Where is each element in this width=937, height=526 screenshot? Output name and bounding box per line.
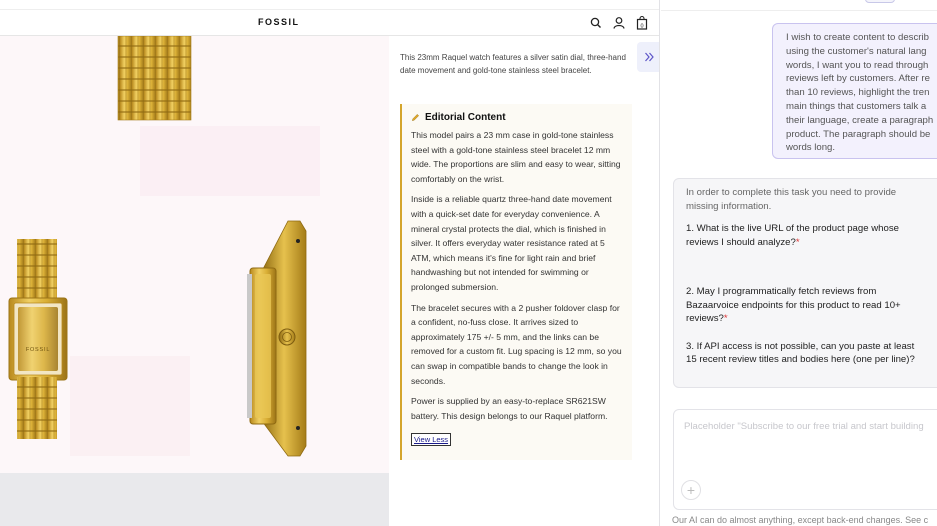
chat-top-bar	[661, 0, 937, 11]
required-marker: *	[723, 313, 728, 324]
search-icon[interactable]	[588, 15, 604, 31]
shopping-bag-icon[interactable]	[634, 15, 650, 31]
message-composer[interactable]	[673, 409, 937, 510]
assistant-question: 2. May I programmatically fetch reviews from Bazaarvoice endpoints for this product to read 10+ reviews?*	[686, 286, 901, 324]
editorial-paragraph: Inside is a reliable quartz three-hand date movement with a quick-set date for everyday convenience. A mineral crystal protects the dial, which is finished in silver. It offers everyday water resistance rated at 5 ATM, which means it's fine for light rain and brief handwashing but not intended for swimming or prolonged submersion.	[411, 194, 612, 292]
assistant-question: 3. If API access is not possible, can you paste at least 15 recent review titles and bodies here (one per line)?	[686, 340, 915, 365]
editorial-paragraph: The bracelet secures with a 2 pusher foldover clasp for a confident, no-fuss close. It arrives sized to approximately 175 +/- 5 mm, and the links can be removed for a custom fit. Lug spacing is 12 mm, so you can swap in compatible bands to change the look in seconds.	[411, 302, 622, 386]
watch-back-view	[9, 239, 67, 439]
chat-footnote: Our AI can do almost anything, except back-end changes. See c	[672, 515, 929, 525]
fossil-logo[interactable]: FOSSIL	[258, 17, 300, 27]
store-header	[0, 11, 660, 36]
editorial-content-panel	[400, 104, 632, 460]
bracelet-closeup	[118, 36, 191, 120]
plus-icon: +	[686, 482, 696, 498]
browser-top-strip	[0, 0, 660, 10]
watch-images	[0, 36, 389, 473]
editorial-paragraph: Power is supplied by an easy-to-replace SR621SW battery. This design belongs to our Raquel platform.	[411, 396, 608, 421]
assistant-intro-text: In order to complete this task you need to provide missing information.	[686, 187, 897, 212]
composer-input[interactable]: Placeholder "Subscribe to our free trial and start building	[684, 421, 924, 432]
pencil-icon	[411, 113, 420, 122]
product-gallery[interactable]	[0, 36, 389, 526]
gallery-thumbnail-strip[interactable]	[0, 473, 389, 526]
assistant-question: 1. What is the live URL of the product page whose reviews I should analyze?*	[686, 223, 899, 248]
collapse-panel-button[interactable]	[637, 42, 660, 72]
watch-side-view	[247, 221, 306, 456]
bag-count: 0	[640, 23, 644, 30]
product-description: This 23mm Raquel watch features a silver satin dial, three-hand date movement and gold-tone stainless steel bracelet.	[400, 53, 626, 75]
assistant-message-bubble	[673, 178, 937, 388]
double-chevron-right-icon	[643, 51, 655, 63]
view-less-link[interactable]: View Less	[411, 433, 451, 446]
editorial-heading	[411, 112, 622, 123]
user-message-bubble: I wish to create content to describ using the customer's natural lang words, I want you to read through reviews left by customers. After re than 10 reviews, highlight the tren main things that customers talk a their language, create a paragraph product. The paragraph should be words long.	[772, 23, 937, 159]
user-icon[interactable]	[611, 15, 627, 31]
required-marker: *	[795, 236, 800, 248]
assistant-chat-panel	[661, 0, 937, 526]
editorial-title: Editorial Content	[425, 112, 506, 123]
case-engraving: FOSSIL	[25, 347, 51, 353]
editorial-paragraph: This model pairs a 23 mm case in gold-tone stainless steel with a gold-tone stainless steel bracelet 12 mm wide. The proportions are slim and easy to wear, sitting comfortably on the wrist.	[411, 130, 621, 184]
chat-mode-toggle[interactable]	[865, 0, 895, 3]
add-attachment-button[interactable]	[681, 480, 701, 500]
